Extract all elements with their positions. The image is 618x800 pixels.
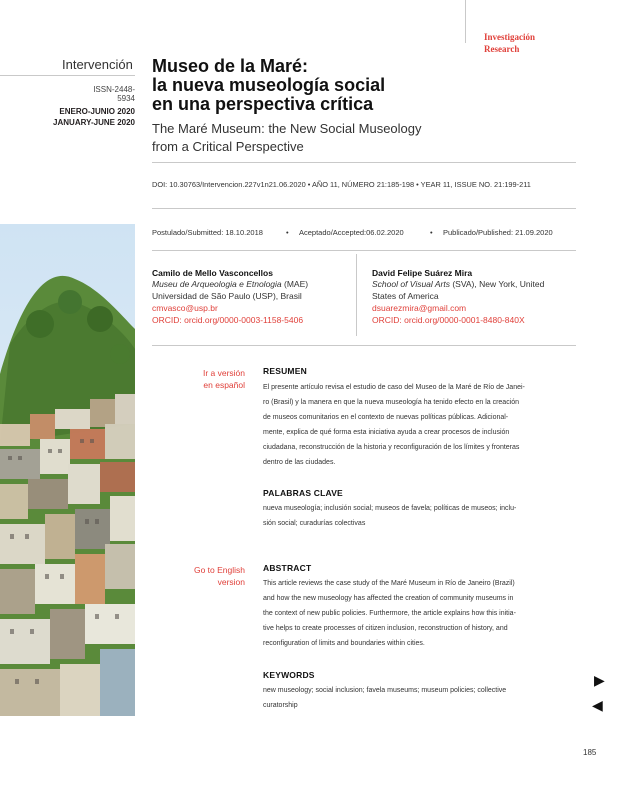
text-line: and how the new museology has affected the creation of community museums in: [263, 595, 514, 602]
section-label-es: Investigación: [484, 32, 536, 42]
keywords-heading: KEYWORDS: [263, 670, 315, 680]
title-line: en una perspectiva crítica: [152, 94, 374, 114]
text-line: mente, explica de qué forma esta iniciativa ayuda a crear procesos de inclusión: [263, 429, 510, 436]
author-email-link[interactable]: cmvasco@usp.br: [152, 303, 218, 313]
accepted-date: Aceptado/Accepted:06.02.2020: [299, 228, 404, 237]
prev-page-arrow-icon[interactable]: ◀: [592, 697, 603, 713]
issue-date-es: ENERO-JUNIO 2020: [59, 107, 135, 116]
author-name: Camilo de Mello Vasconcellos: [152, 268, 273, 278]
article-title: [152, 57, 452, 114]
published-date: Publicado/Published: 21.09.2020: [443, 228, 553, 237]
subtitle-line: The Maré Museum: the New Social Museology: [152, 121, 422, 136]
text-line: new museology; social inclusion; favela museums; museum policies; collective: [263, 687, 507, 694]
abstract-text: [263, 576, 575, 651]
doi-rule: [152, 208, 576, 209]
author-block-1: [152, 268, 352, 326]
text-line: This article reviews the case study of the Maré Museum in Río de Janeiro (Brazil): [263, 580, 515, 587]
section-label-en: Research: [484, 44, 520, 54]
resumen-heading: RESUMEN: [263, 366, 307, 376]
author-orcid-link[interactable]: ORCID: orcid.org/0000-0001-8480-840X: [372, 315, 525, 325]
dates-rule: [152, 250, 576, 251]
text-line: de museos comunitarios en el contexto de nuevas políticas públicas. Adicional-: [263, 414, 509, 421]
text-line: dentro de las ciudades.: [263, 459, 336, 466]
author-name: David Felipe Suárez Mira: [372, 268, 473, 278]
link-text: Go to English: [193, 565, 245, 575]
next-page-arrow-icon[interactable]: ▶: [594, 672, 605, 688]
link-spanish-version[interactable]: [150, 367, 245, 391]
text-line: reconfiguration of limits and boundaries within cities.: [263, 640, 425, 647]
journal-rule: [0, 75, 135, 76]
subtitle-rule: [152, 162, 576, 163]
institution-location: (SVA), New York, United: [452, 279, 545, 289]
text-line: ciudadana, reconstrucción de la historia y reconfiguración de los límites y fronteras: [263, 444, 520, 451]
article-subtitle: [152, 120, 482, 156]
institution-name: Museu de Arqueologia e Etnologia: [152, 279, 282, 289]
date-separator: •: [430, 228, 433, 237]
favela-photo: [0, 224, 135, 716]
issue-date-en: JANUARY-JUNE 2020: [53, 118, 135, 127]
link-english-version[interactable]: [150, 564, 245, 588]
authors-rule: [152, 345, 576, 346]
resumen-text: [263, 380, 575, 470]
submitted-date: Postulado/Submitted: 18.10.2018: [152, 228, 263, 237]
author-institution: [372, 278, 577, 290]
section-label: [484, 31, 535, 55]
institution-abbr: (MAE): [284, 279, 309, 289]
institution-name: School of Visual Arts: [372, 279, 450, 289]
page-number: 185: [583, 748, 597, 757]
text-line: the context of new public policies. Furthermore, the article explains how this initia-: [263, 610, 516, 617]
author-block-2: [372, 268, 577, 326]
title-line: Museo de la Maré:: [152, 56, 309, 76]
link-text: Ir a versión: [202, 368, 245, 378]
date-separator: •: [286, 228, 289, 237]
subtitle-line: from a Critical Perspective: [152, 139, 304, 154]
authors-divider: [356, 254, 357, 336]
text-line: ro (Brasil) y la manera en que la nueva museología ha tenido efecto en la creación: [263, 399, 520, 406]
doi-line: DOI: 10.30763/Intervencion.227v1n21.06.2020 • AÑO 11, NÚMERO 21:185-198 • YEAR 11, ISSUE NO. 21:199-211: [152, 180, 531, 189]
palabras-clave-heading: PALABRAS CLAVE: [263, 488, 343, 498]
journal-name: Intervención: [62, 57, 133, 72]
author-university: Universidad de São Paulo (USP), Brasil: [152, 291, 302, 301]
link-text: en español: [203, 380, 245, 390]
text-line: tive helps to create processes of citizen inclusion, reconstruction of history, and: [263, 625, 508, 632]
author-institution: [152, 278, 352, 290]
title-line: la nueva museología social: [152, 75, 386, 95]
author-orcid-link[interactable]: ORCID: orcid.org/0000-0003-1158-5406: [152, 315, 304, 325]
link-text: version: [217, 577, 245, 587]
author-email-link[interactable]: dsuarezmira@gmail.com: [372, 303, 467, 313]
text-line: nueva museología; inclusión social; museos de favela; políticas de museos; inclu-: [263, 505, 517, 512]
header-divider-vertical: [465, 0, 466, 43]
text-line: sión social; curadurías colectivas: [263, 520, 366, 527]
abstract-heading: ABSTRACT: [263, 563, 312, 573]
issn: ISSN-2448-5934: [93, 85, 135, 103]
palabras-clave-text: [263, 501, 575, 531]
text-line: curatorship: [263, 702, 298, 709]
keywords-text: [263, 683, 575, 713]
institution-location-cont: States of America: [372, 291, 439, 301]
text-line: El presente artículo revisa el estudio de caso del Museo de la Maré de Río de Janei-: [263, 384, 525, 391]
